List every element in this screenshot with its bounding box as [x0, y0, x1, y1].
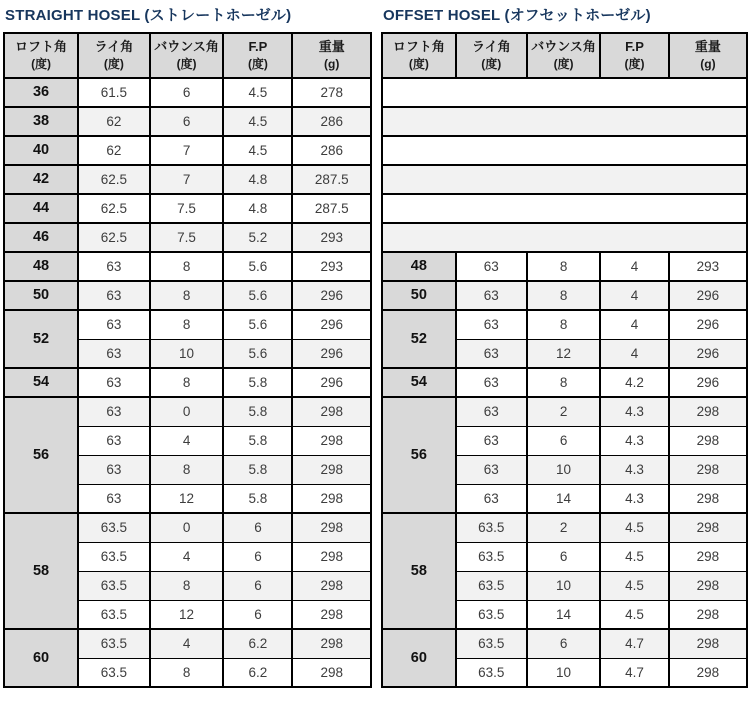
data-cell: 8	[150, 310, 224, 339]
table-row	[4, 78, 371, 107]
straight-hosel-table-body	[4, 78, 371, 687]
data-cell: 63.5	[78, 658, 150, 687]
column-header-label: ライ角	[94, 39, 134, 54]
data-cell: 63	[456, 368, 527, 397]
column-header-unit: (度)	[481, 57, 502, 71]
empty-row	[382, 165, 747, 194]
loft-cell: 42	[4, 165, 78, 194]
data-cell: 4.5	[223, 136, 292, 165]
column-header-label: F.P	[248, 39, 268, 54]
data-cell: 6	[527, 542, 600, 571]
column-header	[150, 33, 224, 78]
data-cell: 296	[292, 310, 371, 339]
column-header-unit: (度)	[553, 57, 574, 71]
loft-cell: 52	[382, 310, 456, 368]
data-cell: 298	[669, 426, 747, 455]
loft-cell: 44	[4, 194, 78, 223]
data-cell: 4.7	[600, 658, 669, 687]
data-cell: 286	[292, 136, 371, 165]
data-cell: 4	[150, 542, 224, 571]
empty-row	[382, 107, 747, 136]
table-row	[4, 368, 371, 397]
data-cell: 4	[600, 339, 669, 368]
data-cell: 63	[78, 368, 150, 397]
data-cell: 6	[150, 78, 224, 107]
data-cell: 298	[292, 571, 371, 600]
empty-row	[382, 78, 747, 107]
data-cell: 296	[292, 281, 371, 310]
table-row	[4, 165, 371, 194]
data-cell: 8	[527, 281, 600, 310]
column-header-unit: (度)	[176, 57, 197, 71]
data-cell: 293	[292, 223, 371, 252]
data-cell: 4	[150, 629, 224, 658]
offset-hosel-table-body	[382, 78, 747, 687]
empty-row	[382, 136, 747, 165]
data-cell: 5.6	[223, 310, 292, 339]
table-row	[4, 629, 371, 658]
loft-cell: 52	[4, 310, 78, 368]
data-cell: 298	[669, 600, 747, 629]
empty-row-cell	[382, 165, 747, 194]
data-cell: 8	[527, 310, 600, 339]
data-cell: 63.5	[456, 629, 527, 658]
data-cell: 8	[150, 368, 224, 397]
data-cell: 10	[527, 455, 600, 484]
column-header-unit: (度)	[247, 57, 268, 71]
data-cell: 4.3	[600, 397, 669, 426]
offset-hosel-section	[381, 3, 748, 688]
data-cell: 287.5	[292, 194, 371, 223]
data-cell: 298	[669, 513, 747, 542]
column-header-unit: (度)	[624, 57, 645, 71]
data-cell: 63.5	[456, 658, 527, 687]
data-cell: 62	[78, 107, 150, 136]
data-cell: 298	[669, 658, 747, 687]
data-cell: 63.5	[78, 542, 150, 571]
data-cell: 63.5	[78, 513, 150, 542]
column-header-label: ライ角	[471, 39, 511, 54]
straight-hosel-section	[3, 3, 372, 688]
column-header-label: 重量	[318, 39, 345, 54]
data-cell: 6	[223, 571, 292, 600]
data-cell: 4.3	[600, 426, 669, 455]
loft-cell: 36	[4, 78, 78, 107]
loft-cell: 38	[4, 107, 78, 136]
data-cell: 296	[669, 339, 747, 368]
data-cell: 5.6	[223, 281, 292, 310]
data-cell: 6	[223, 600, 292, 629]
table-row	[4, 513, 371, 542]
data-cell: 4.5	[223, 107, 292, 136]
data-cell: 2	[527, 513, 600, 542]
loft-cell: 58	[382, 513, 456, 629]
data-cell: 4.5	[600, 600, 669, 629]
data-cell: 296	[292, 368, 371, 397]
data-cell: 298	[292, 484, 371, 513]
data-cell: 63	[78, 397, 150, 426]
column-header-label: バウンス角	[531, 39, 596, 54]
loft-cell: 56	[4, 397, 78, 513]
loft-cell: 54	[382, 368, 456, 397]
straight-hosel-table-header	[4, 33, 371, 78]
loft-cell: 50	[382, 281, 456, 310]
loft-cell: 56	[382, 397, 456, 513]
column-header	[292, 33, 371, 78]
data-cell: 5.6	[223, 339, 292, 368]
data-cell: 12	[527, 339, 600, 368]
empty-row	[382, 223, 747, 252]
data-cell: 6	[527, 629, 600, 658]
data-cell: 14	[527, 600, 600, 629]
loft-cell: 50	[4, 281, 78, 310]
data-cell: 63.5	[78, 629, 150, 658]
data-cell: 61.5	[78, 78, 150, 107]
data-cell: 5.8	[223, 368, 292, 397]
data-cell: 6	[223, 513, 292, 542]
data-cell: 10	[150, 339, 224, 368]
table-row	[382, 281, 747, 310]
data-cell: 12	[150, 484, 224, 513]
column-header	[669, 33, 747, 78]
column-header	[223, 33, 292, 78]
loft-cell: 40	[4, 136, 78, 165]
loft-cell: 48	[4, 252, 78, 281]
data-cell: 298	[292, 426, 371, 455]
empty-row	[382, 194, 747, 223]
data-cell: 5.6	[223, 252, 292, 281]
data-cell: 5.2	[223, 223, 292, 252]
data-cell: 6	[527, 426, 600, 455]
header-row	[382, 33, 747, 78]
data-cell: 4.7	[600, 629, 669, 658]
column-header	[456, 33, 527, 78]
loft-cell: 48	[382, 252, 456, 281]
column-header	[78, 33, 150, 78]
loft-cell: 54	[4, 368, 78, 397]
data-cell: 6	[223, 542, 292, 571]
offset-hosel-table	[381, 32, 748, 688]
data-cell: 298	[292, 542, 371, 571]
data-cell: 63.5	[78, 600, 150, 629]
data-cell: 2	[527, 397, 600, 426]
data-cell: 298	[292, 629, 371, 658]
empty-row-cell	[382, 194, 747, 223]
data-cell: 62.5	[78, 223, 150, 252]
empty-row-cell	[382, 136, 747, 165]
data-cell: 4	[600, 281, 669, 310]
empty-row-cell	[382, 107, 747, 136]
empty-row-cell	[382, 78, 747, 107]
data-cell: 7	[150, 165, 224, 194]
empty-row-cell	[382, 223, 747, 252]
data-cell: 8	[527, 252, 600, 281]
data-cell: 296	[669, 310, 747, 339]
column-header-unit: (g)	[324, 57, 340, 71]
data-cell: 63.5	[456, 571, 527, 600]
data-cell: 63	[456, 484, 527, 513]
data-cell: 298	[669, 484, 747, 513]
table-row	[4, 107, 371, 136]
data-cell: 63	[456, 426, 527, 455]
data-cell: 8	[150, 455, 224, 484]
data-cell: 63	[456, 339, 527, 368]
data-cell: 287.5	[292, 165, 371, 194]
table-row	[4, 310, 371, 339]
data-cell: 62	[78, 136, 150, 165]
loft-cell: 60	[382, 629, 456, 687]
loft-cell: 58	[4, 513, 78, 629]
column-header-unit: (度)	[31, 57, 52, 71]
data-cell: 63.5	[456, 513, 527, 542]
data-cell: 296	[669, 368, 747, 397]
data-cell: 10	[527, 571, 600, 600]
column-header-label: ロフト角	[15, 39, 68, 54]
offset-hosel-table-header	[382, 33, 747, 78]
table-row	[382, 310, 747, 339]
data-cell: 63	[78, 310, 150, 339]
column-header	[382, 33, 456, 78]
table-row	[382, 513, 747, 542]
data-cell: 4	[600, 310, 669, 339]
data-cell: 293	[292, 252, 371, 281]
column-header-unit: (g)	[700, 57, 716, 71]
data-cell: 14	[527, 484, 600, 513]
table-row	[4, 252, 371, 281]
data-cell: 6.2	[223, 629, 292, 658]
data-cell: 298	[292, 513, 371, 542]
column-header	[600, 33, 669, 78]
data-cell: 63	[456, 252, 527, 281]
data-cell: 298	[292, 600, 371, 629]
data-cell: 7.5	[150, 194, 224, 223]
data-cell: 7.5	[150, 223, 224, 252]
table-row	[4, 136, 371, 165]
data-cell: 298	[669, 397, 747, 426]
table-row	[4, 397, 371, 426]
data-cell: 12	[150, 600, 224, 629]
table-row	[382, 397, 747, 426]
column-header-unit: (度)	[103, 57, 124, 71]
data-cell: 8	[150, 571, 224, 600]
data-cell: 278	[292, 78, 371, 107]
column-header	[4, 33, 78, 78]
column-header-label: F.P	[625, 39, 644, 54]
data-cell: 5.8	[223, 397, 292, 426]
data-cell: 4.3	[600, 484, 669, 513]
data-cell: 63	[456, 310, 527, 339]
straight-hosel-title: STRAIGHT HOSEL (ストレートホーゼル)	[5, 7, 292, 24]
data-cell: 63	[78, 339, 150, 368]
data-cell: 8	[527, 368, 600, 397]
data-cell: 6.2	[223, 658, 292, 687]
data-cell: 4.5	[223, 78, 292, 107]
data-cell: 63.5	[456, 542, 527, 571]
data-cell: 63	[78, 426, 150, 455]
offset-hosel-title: OFFSET HOSEL (オフセットホーゼル)	[383, 7, 651, 24]
data-cell: 10	[527, 658, 600, 687]
data-cell: 298	[292, 455, 371, 484]
data-cell: 5.8	[223, 455, 292, 484]
data-cell: 298	[669, 455, 747, 484]
data-cell: 63	[456, 455, 527, 484]
column-header-label: バウンス角	[154, 39, 219, 54]
data-cell: 5.8	[223, 484, 292, 513]
loft-cell: 60	[4, 629, 78, 687]
column-header-unit: (度)	[408, 57, 429, 71]
data-cell: 298	[292, 658, 371, 687]
data-cell: 63	[456, 397, 527, 426]
data-cell: 0	[150, 513, 224, 542]
data-cell: 7	[150, 136, 224, 165]
data-cell: 296	[669, 281, 747, 310]
column-header-label: ロフト角	[392, 39, 445, 54]
data-cell: 8	[150, 281, 224, 310]
data-cell: 63	[78, 455, 150, 484]
data-cell: 4.3	[600, 455, 669, 484]
data-cell: 4.5	[600, 513, 669, 542]
data-cell: 0	[150, 397, 224, 426]
data-cell: 62.5	[78, 165, 150, 194]
data-cell: 293	[669, 252, 747, 281]
data-cell: 63	[78, 484, 150, 513]
data-cell: 4.2	[600, 368, 669, 397]
data-cell: 8	[150, 658, 224, 687]
data-cell: 4.5	[600, 571, 669, 600]
data-cell: 298	[669, 571, 747, 600]
data-cell: 4.8	[223, 165, 292, 194]
loft-cell: 46	[4, 223, 78, 252]
straight-hosel-table	[3, 32, 372, 688]
data-cell: 5.8	[223, 426, 292, 455]
column-header-label: 重量	[694, 39, 721, 54]
table-row	[4, 223, 371, 252]
data-cell: 298	[669, 629, 747, 658]
data-cell: 63.5	[456, 600, 527, 629]
table-row	[4, 281, 371, 310]
data-cell: 63	[78, 281, 150, 310]
table-row	[382, 368, 747, 397]
table-row	[382, 629, 747, 658]
header-row	[4, 33, 371, 78]
data-cell: 62.5	[78, 194, 150, 223]
data-cell: 8	[150, 252, 224, 281]
column-header	[527, 33, 600, 78]
table-row	[382, 252, 747, 281]
data-cell: 63	[78, 252, 150, 281]
data-cell: 6	[150, 107, 224, 136]
data-cell: 4.8	[223, 194, 292, 223]
data-cell: 4.5	[600, 542, 669, 571]
data-cell: 63.5	[78, 571, 150, 600]
data-cell: 4	[600, 252, 669, 281]
data-cell: 296	[292, 339, 371, 368]
table-row	[4, 194, 371, 223]
data-cell: 286	[292, 107, 371, 136]
data-cell: 298	[669, 542, 747, 571]
data-cell: 4	[150, 426, 224, 455]
data-cell: 298	[292, 397, 371, 426]
data-cell: 63	[456, 281, 527, 310]
